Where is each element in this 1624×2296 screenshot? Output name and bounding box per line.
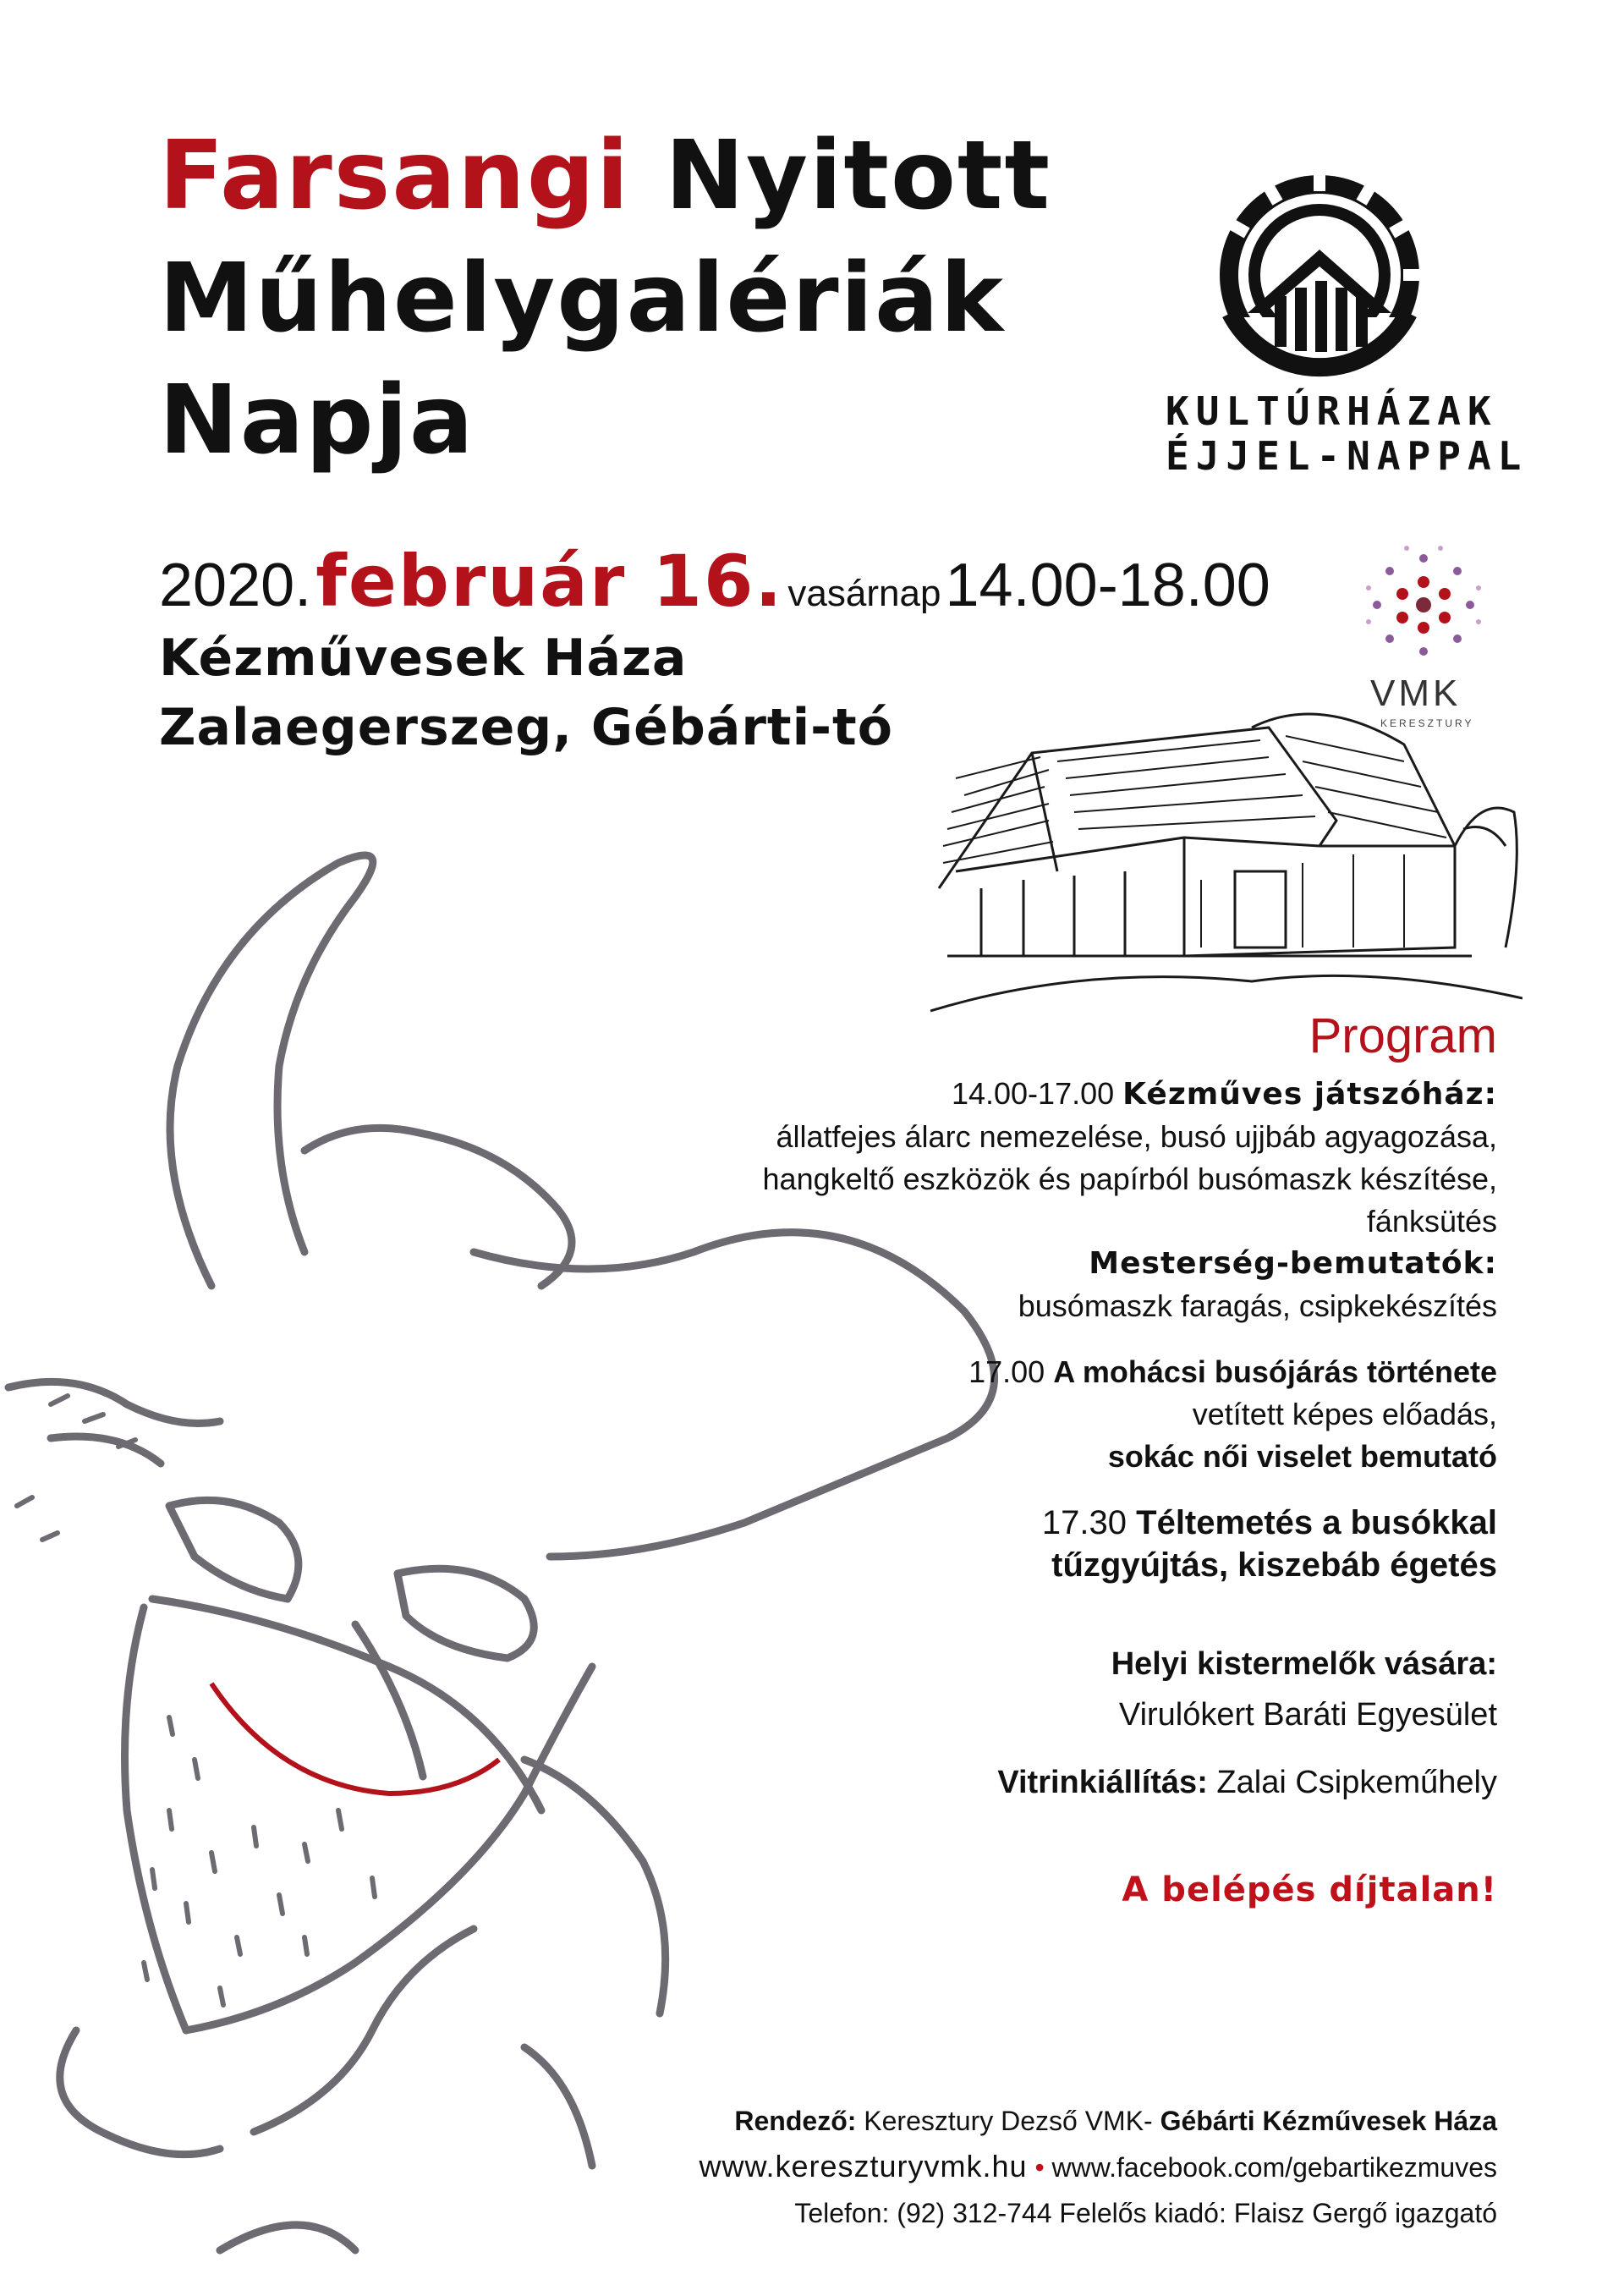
program-item-1-desc-1: állatfejes álarc nemezelése, busó ujjbáb agyagozása, [776,1119,1497,1154]
program-item-2-desc: busómaszk faragás, csipkekészítés [1018,1288,1497,1323]
vitrine-desc: Zalai Csipkeműhely [1216,1765,1497,1800]
program-item-3-time: 17.00 [968,1354,1045,1389]
organizer-b: Gébárti Kézművesek Háza [1160,2106,1497,2136]
market-desc: Virulókert Baráti Egyesület [1118,1697,1497,1733]
date-time: 14.00-18.00 [945,552,1270,619]
program-item-4-heading: Téltemetés a busókkal [1136,1504,1497,1541]
vmk-logo-name: VMK [1370,673,1462,714]
program-item-4-header [763,1502,1497,1544]
program-item-1-desc-3: fánksütés [1366,1204,1497,1239]
date-month-day: február 16. [315,540,784,623]
program-item-3-desc-1: vetített képes előadás, [1192,1397,1497,1431]
program-item-3-heading: A mohácsi busójárás története [1053,1354,1497,1389]
title-word-nyitott: Nyitott [665,121,1051,231]
program-item-3-desc-2: sokác női viselet bemutató [1107,1439,1497,1474]
vmk-dots-icon [1360,541,1487,668]
vmk-logo-sub: KERESZTURY [1380,717,1474,729]
program-item-3-header [763,1351,1497,1393]
program-item-4-desc: tűzgyújtás, kiszebáb égetés [1051,1546,1497,1584]
venue-line-1: Kézművesek Háza [159,629,688,688]
program-item-2-heading: Mesterség-bemutatók: [1089,1246,1497,1281]
program-item-4-time: 17.30 [1041,1504,1127,1541]
organizer-label: Rendező: [734,2106,857,2136]
title-line-3: Napja [159,365,475,475]
title-word-farsangi: Farsangi [159,121,631,231]
market-heading: Helyi kistermelők vására: [1111,1646,1497,1682]
program-title: Program [1309,1008,1497,1063]
program-item-1-heading: Kézműves játszóház: [1122,1077,1497,1112]
title-line-2: Műhelygalériák [159,244,1006,354]
phone-publisher: Telefon: (92) 312-744 Felelős kiadó: Flaisz Gergő igazgató [794,2198,1497,2228]
vitrine-row [763,1757,1497,1808]
organizer-a: Keresztury Dezső VMK- [864,2106,1153,2136]
program-item-1-desc-2: hangkeltő eszközök és papírból busómaszk készítése, [762,1162,1497,1196]
kulturhazak-logo-icon [1214,169,1425,381]
program-item-1-time: 14.00-17.00 [951,1076,1115,1111]
title-line-1 [159,121,1051,231]
logo-text-line-2: ÉJJEL-NAPPAL [1166,433,1528,479]
free-entry-notice: A belépés díjtalan! [1122,1870,1497,1909]
program-section [762,1008,1497,1909]
footer [699,2098,1497,2236]
links-row [699,2144,1497,2190]
website-link[interactable]: www.kereszturyvmk.hu [699,2149,1028,2183]
organizer-row [699,2098,1497,2144]
bullet-separator: • [1034,2152,1045,2183]
program-item-1-header [763,1073,1497,1116]
venue-line-2: Zalaegerszeg, Gébárti-tó [159,698,893,757]
date-row [159,540,1270,623]
logo-text-line-1: KULTÚRHÁZAK [1166,388,1498,434]
date-year: 2020. [159,552,312,619]
vitrine-label: Vitrinkiállítás: [997,1765,1208,1800]
date-weekday: vasárnap [787,573,941,614]
facebook-link[interactable]: www.facebook.com/gebartikezmuves [1051,2152,1497,2183]
